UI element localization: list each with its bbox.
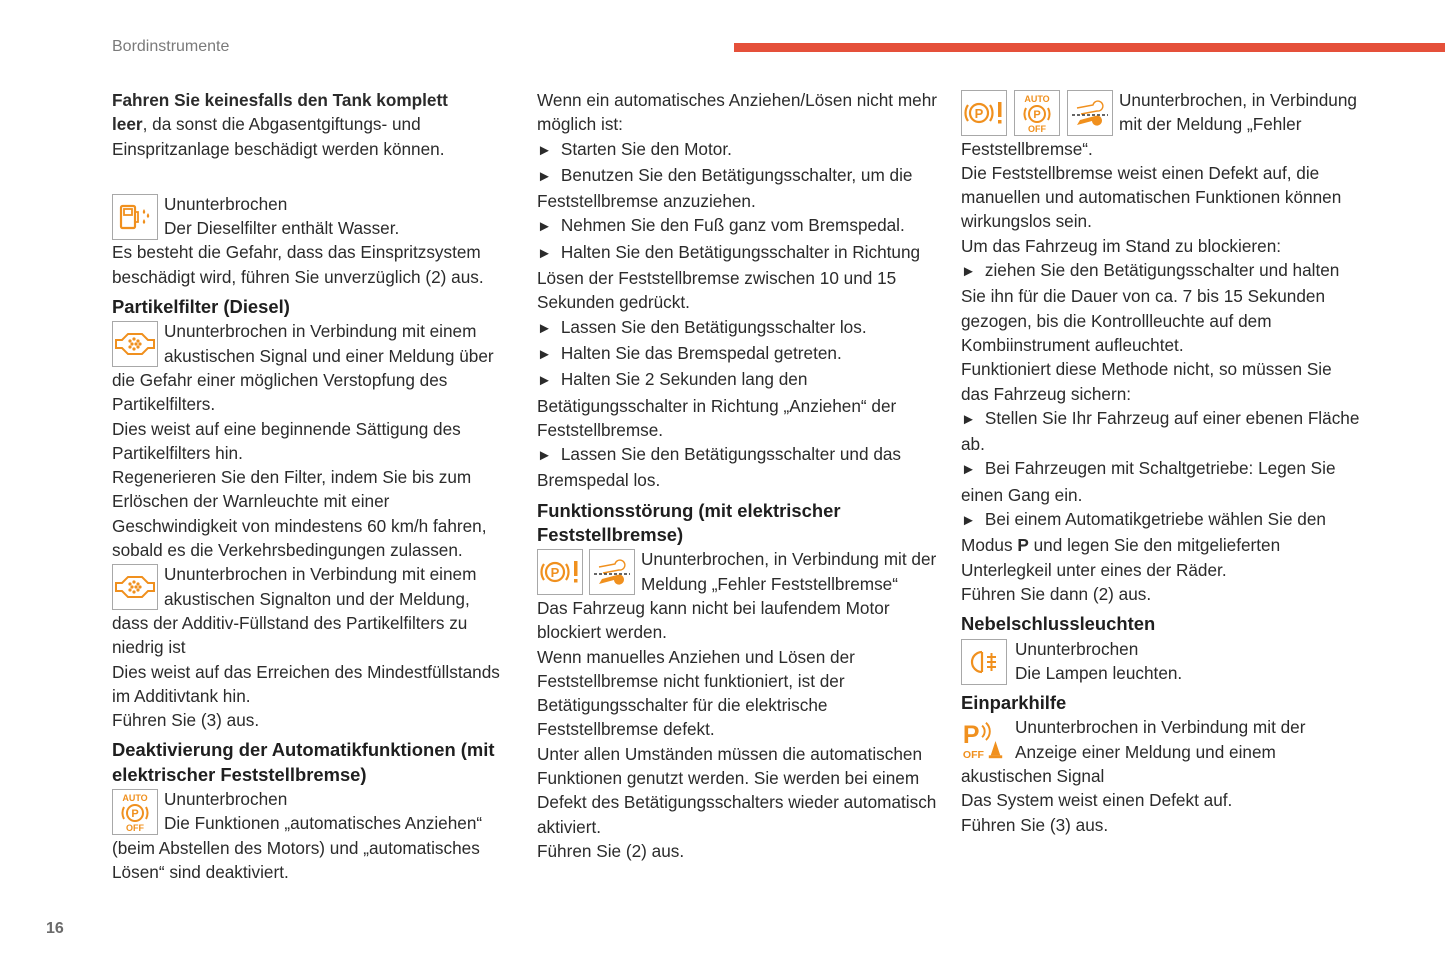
column-2 — [537, 88, 937, 863]
diesel-water-in-fuel-icon — [112, 194, 158, 240]
dpf-para-3: Dies weist auf das Erreichen des Mindestfüllstands im Additivtank hin. — [112, 661, 500, 706]
svg-text:P: P — [1033, 109, 1041, 121]
water-line-1: Ununterbrochen — [164, 193, 288, 214]
auto-icon-top-label-2: AUTO — [1024, 94, 1050, 104]
brake-fault-para-4: Führen Sie dann (2) aus. — [961, 583, 1152, 604]
auto-icon-top-label: AUTO — [122, 793, 148, 804]
column-1 — [112, 88, 508, 884]
page-number: 16 — [46, 920, 64, 937]
fuel-warning-paragraph — [112, 88, 508, 161]
dpf-heading: Partikelfilter (Diesel) — [112, 296, 290, 318]
malfunction-para-2: Wenn manuelles Anziehen und Lösen der Feststellbremse nicht funktioniert, ist der Betätigungsschalter für die elektrische Feststellbremse defekt. — [537, 646, 855, 740]
svg-text:P: P — [131, 808, 139, 821]
svg-text:P: P — [974, 106, 984, 121]
column-3 — [961, 88, 1361, 837]
dpf-entry-2: Ununterbrochen in Verbindung mit einem akustischen Signalton und der Meldung, dass der Additiv-Füllstand des Partikelfilters zu niedrig ist — [112, 564, 477, 658]
svg-text:P: P — [550, 565, 560, 581]
release-step-8: ► Lassen Sie den Betätigungsschalter und das Bremspedal los. — [537, 442, 937, 493]
fog-heading: Nebelschlussleuchten — [961, 613, 1156, 635]
park-text: Ununterbrochen in Verbindung mit der Anzeige einer Meldung und einem akustischen Signal — [961, 717, 1306, 787]
brake-fault-step-1: ► ziehen Sie den Betätigungsschalter und halten Sie ihn für die Dauer von ca. 7 bis 15 Sekunden gezogen, bis die Kontrollleuchte auf dem Kombiinstrument aufleuchtet. — [961, 258, 1361, 357]
service-wrench-icon — [1067, 90, 1113, 136]
auto-off-heading: Deaktivierung der Automatikfunktionen (mit elektrischer Feststellbremse) — [112, 739, 495, 785]
parking-brake-warning-icon — [537, 549, 583, 595]
auto-off-text: Die Funktionen „automatisches Anziehen“ (beim Abstellen des Motors) und „automatisches Lösen“ sind deaktiviert. — [112, 813, 483, 882]
water-line-2: Der Dieselfilter enthält Wasser. — [164, 218, 400, 239]
brake-fault-step-3: ► Bei Fahrzeugen mit Schaltgetriebe: Legen Sie einen Gang ein. — [961, 456, 1361, 507]
auto-parking-brake-off-icon — [1014, 90, 1060, 136]
dpf-para-1: Dies weist auf eine beginnende Sättigung des Partikelfilters hin. — [112, 418, 461, 463]
brake-fault-entry: Ununterbrochen, in Verbindung mit der Meldung „Fehler Feststellbremse“. — [961, 90, 1357, 159]
fuel-warning-bold-1: Fahren Sie keinesfalls den Tank komplett — [112, 90, 448, 110]
svg-text:P: P — [962, 721, 980, 750]
parking-sensors-off-icon — [961, 717, 1007, 763]
particle-filter-icon-2 — [112, 564, 158, 610]
dpf-para-4: Führen Sie (3) aus. — [112, 710, 260, 731]
release-step-4: ► Halten Sie den Betätigungsschalter in Richtung Lösen der Feststellbremse zwischen 10 und 15 Sekunden gedrückt. — [537, 240, 937, 315]
brake-fault-para-1: Die Feststellbremse weist einen Defekt auf, die manuellen und automatischen Funktionen können wirkungslos sein. — [961, 162, 1342, 232]
brake-fault-step-4 — [961, 507, 1361, 582]
malfunction-para-4: Führen Sie (2) aus. — [537, 840, 685, 861]
fog-line-2: Die Lampen leuchten. — [1015, 662, 1183, 683]
release-intro: Wenn ein automatisches Anziehen/Lösen nicht mehr möglich ist: — [537, 90, 938, 135]
fuel-warning-rest: , da sonst die Abgasentgiftungs- und Einspritzanlage beschädigt werden können. — [112, 114, 445, 159]
rear-fog-lamp-icon — [961, 639, 1007, 685]
release-step-5: ► Lassen Sie den Betätigungsschalter los. — [537, 315, 937, 341]
park-icon-label: OFF — [962, 749, 984, 762]
header-accent-bar — [734, 43, 1445, 52]
malfunction-para-3: Unter allen Umständen müssen die automatischen Funktionen genutzt werden. Sie werden bei einem Defekt des Betätigungsschalters wieder automatisch aktiviert. — [537, 743, 937, 837]
dpf-entry-1: Ununterbrochen in Verbindung mit einem akustischen Signal und einer Meldung über die Gefahr einer möglichen Verstopfung des Partikelfilters. — [112, 321, 494, 415]
header-title: Bordinstrumente — [112, 38, 230, 55]
release-step-6: ► Halten Sie das Bremspedal getreten. — [537, 341, 937, 367]
auto-icon-bottom-label-2: OFF — [1028, 124, 1046, 134]
auto-icon-bottom-label: OFF — [126, 823, 144, 834]
step4-part-b: P — [1017, 535, 1029, 556]
park-para-2: Führen Sie (3) aus. — [961, 814, 1109, 835]
water-text: Es besteht die Gefahr, dass das Einspritzsystem beschädigt wird, führen Sie unverzüglich (2) aus. — [112, 242, 484, 287]
dpf-para-2: Regenerieren Sie den Filter, indem Sie bis zum Erlöschen der Warnleuchte mit einer Geschwindigkeit von mindestens 60 km/h fahren, sobald es die Verkehrsbedingungen zulassen. — [112, 467, 487, 561]
auto-parking-brake-off-icon — [112, 789, 158, 835]
auto-off-line-1: Ununterbrochen — [164, 789, 288, 810]
step4-part-c: und legen Sie den mitgelieferten Unterlegkeil unter eines der Räder. — [961, 535, 1281, 580]
release-step-3: ► Nehmen Sie den Fuß ganz vom Bremspedal. — [537, 213, 937, 239]
fuel-warning-bold-2: leer — [112, 114, 143, 135]
park-para-1: Das System weist einen Defekt auf. — [961, 790, 1233, 811]
step4-part-a: Bei einem Automatikgetriebe wählen Sie den Modus — [961, 509, 1326, 556]
parking-brake-warning-icon — [961, 90, 1007, 136]
particle-filter-icon — [112, 321, 158, 367]
brake-fault-para-3: Funktioniert diese Methode nicht, so müssen Sie das Fahrzeug sichern: — [961, 359, 1332, 404]
park-heading: Einparkhilfe — [961, 692, 1067, 714]
release-step-1: ► Starten Sie den Motor. — [537, 137, 937, 163]
malfunction-entry: Ununterbrochen, in Verbindung mit der Meldung „Fehler Feststellbremse“ — [641, 549, 937, 594]
service-wrench-icon — [589, 549, 635, 595]
brake-fault-step-2: ► Stellen Sie Ihr Fahrzeug auf einer ebenen Fläche ab. — [961, 406, 1361, 457]
release-step-2: ► Benutzen Sie den Betätigungsschalter, um die Feststellbremse anzuziehen. — [537, 163, 937, 214]
malfunction-heading: Funktionsstörung (mit elektrischer Feststellbremse) — [537, 499, 841, 546]
malfunction-para-1: Das Fahrzeug kann nicht bei laufendem Motor blockiert werden. — [537, 597, 890, 643]
fog-line-1: Ununterbrochen — [1015, 638, 1139, 659]
brake-fault-para-2: Um das Fahrzeug im Stand zu blockieren: — [961, 235, 1282, 256]
release-step-7: ► Halten Sie 2 Sekunden lang den Betätigungsschalter in Richtung „Anziehen“ der Feststellbremse. — [537, 367, 937, 442]
